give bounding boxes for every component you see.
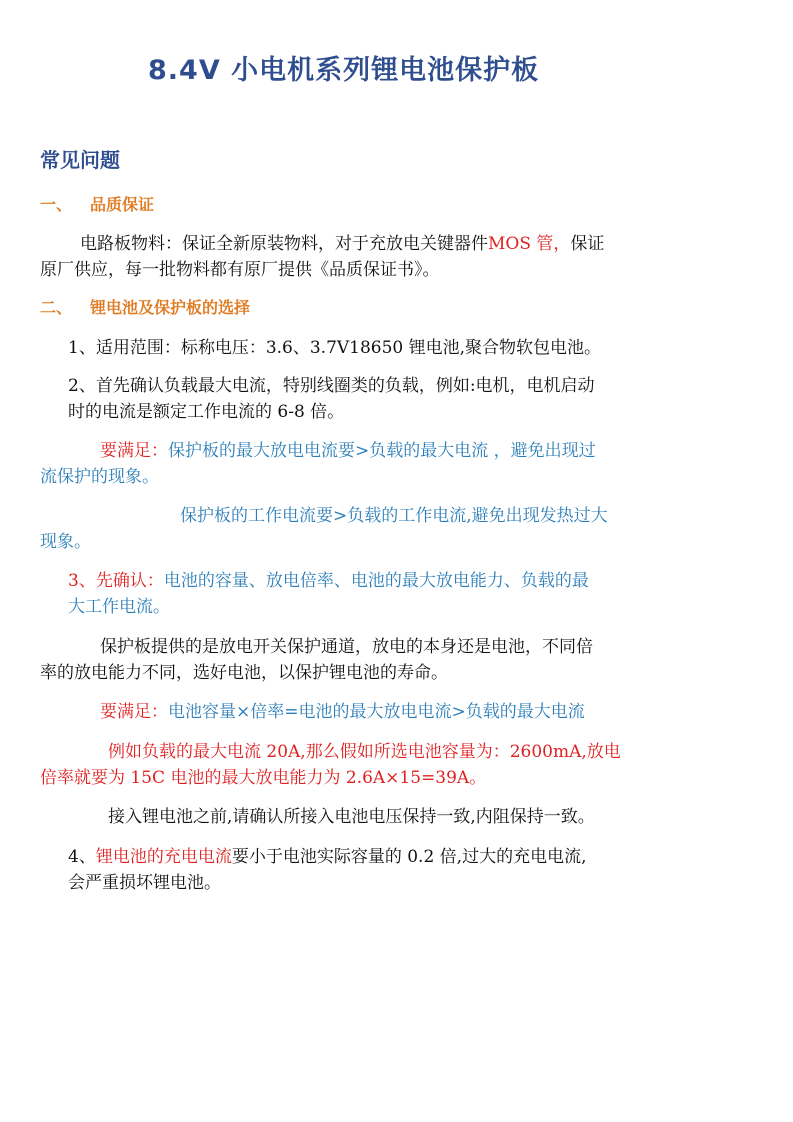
requirement-3 bbox=[100, 699, 585, 725]
item-3-label: 3、先确认： bbox=[68, 571, 164, 591]
page-title: 8.4V 小电机系列锂电池保护板 bbox=[148, 55, 540, 86]
item-4-highlight: 锂电池的充电电流 bbox=[95, 847, 232, 867]
item-3-text: 电池的容量、放电倍率、电池的最大放电能力、负载的最 bbox=[163, 571, 589, 591]
requirement-3-text: 电池容量×倍率=电池的最大放电电流>负载的最大电流 bbox=[168, 702, 585, 722]
requirement-1-line-2: 流保护的现象。 bbox=[40, 467, 159, 487]
connect-note: 接入锂电池之前,请确认所接入电池电压保持一致,内阻保持一致。 bbox=[108, 807, 595, 827]
section-2-number: 二、 bbox=[40, 298, 73, 317]
requirement-3-label: 要满足： bbox=[100, 702, 168, 722]
item-3-line-1 bbox=[68, 568, 589, 594]
requirement-1-line-1 bbox=[100, 438, 596, 464]
section-1-number: 一、 bbox=[40, 195, 73, 214]
section-1-title: 品质保证 bbox=[90, 195, 155, 214]
item-4-line-1 bbox=[68, 844, 586, 870]
mos-highlight: MOS 管， bbox=[488, 234, 571, 254]
requirement-2-line-1: 保护板的工作电流要>负载的工作电流,避免出现发热过大 bbox=[180, 506, 608, 526]
quality-paragraph-line-1 bbox=[80, 231, 604, 257]
item-4-text: 要小于电池实际容量的 0.2 倍,过大的充电电流, bbox=[231, 847, 587, 867]
requirement-1-label: 要满足： bbox=[100, 441, 168, 461]
item-4-number: 4、 bbox=[68, 847, 96, 867]
example-line-1: 例如负载的最大电流 20A,那么假如所选电池容量为：2600mA,放电 bbox=[108, 742, 621, 762]
protection-paragraph-line-1: 保护板提供的是放电开关保护通道，放电的本身还是电池，不同倍 bbox=[100, 637, 593, 657]
section-1-heading bbox=[40, 192, 154, 218]
item-1: 1、适用范围：标称电压：3.6、3.7V18650 锂电池,聚合物软包电池。 bbox=[68, 338, 602, 358]
section-2-heading bbox=[40, 295, 250, 321]
faq-heading: 常见问题 bbox=[40, 148, 120, 172]
item-2-line-2: 时的电流是额定工作电流的 6-8 倍。 bbox=[68, 402, 345, 422]
quality-paragraph-line-2: 原厂供应，每一批物料都有原厂提供《品质保证书》。 bbox=[40, 260, 440, 280]
item-4-line-2: 会严重损坏锂电池。 bbox=[68, 873, 221, 893]
item-2-line-1: 2、首先确认负载最大电流，特别线圈类的负载，例如:电机，电机启动 bbox=[68, 376, 595, 396]
requirement-1-text: 保护板的最大放电电流要>负载的最大电流 ，避免出现过 bbox=[168, 441, 596, 461]
protection-paragraph-line-2: 率的放电能力不同，选好电池，以保护锂电池的寿命。 bbox=[40, 663, 448, 683]
section-2-title: 锂电池及保护板的选择 bbox=[90, 298, 251, 317]
example-line-2: 倍率就要为 15C 电池的最大放电能力为 2.6A×15=39A。 bbox=[40, 768, 487, 788]
item-3-line-2: 大工作电流。 bbox=[68, 597, 170, 617]
requirement-2-line-2: 现象。 bbox=[40, 532, 91, 552]
quality-text: 电路板物料：保证全新原装物料，对于充放电关键器件 bbox=[80, 234, 488, 254]
quality-text-end: 保证 bbox=[570, 234, 605, 254]
